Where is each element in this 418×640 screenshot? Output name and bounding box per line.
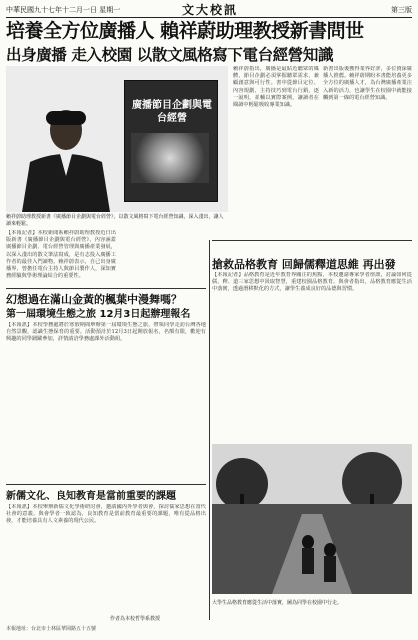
column-divider <box>209 240 210 620</box>
book-cover-art <box>131 133 209 183</box>
book-title: 廣播節目企劃與電台經營 <box>132 100 212 124</box>
article4-title: 搶救品格教育 回歸儒釋道思維 再出發 <box>212 258 396 271</box>
article3-title: 新儒文化、良知教育是當前重要的課題 <box>6 491 176 502</box>
masthead-title: 文大校訊 <box>182 3 239 17</box>
divider <box>212 240 412 241</box>
book-cover <box>124 80 218 202</box>
article2-title: 幻想過在滿山金黃的楓葉中漫舞嗎？ <box>6 293 182 306</box>
masthead <box>6 3 412 18</box>
divider <box>6 288 206 289</box>
article2-body: 【本報訊】本校學務處將於寒假期間舉辦第一屆環境生態之旅，帶領同學走訪台灣各地自然景觀，認識生態保育的重要。活動預計於12月3日起開放報名，名額有限，歡迎有興趣的同學踴躍參加，詳情請洽學務處課外活動組。 <box>6 322 206 343</box>
masthead-edition: 第三版 <box>391 6 412 14</box>
article1-col2: 賴祥蔚指出，廣播是最貼近聽眾的媒體，節目企劃必須掌握聽眾需求，兼顧創意與可行性。書中從節目定位、內容規劃、主持技巧到電台行銷，逐一說明，並輔以實際案例，讓讀者在閱讀中輕鬆吸收專業知識。 <box>233 66 319 109</box>
article3-author: 作者為本校哲學系教授 <box>110 616 161 622</box>
article4-body: 【本報記者】品格教育是近年教育界關注的焦點，本校邀請專家學者座談，討論如何從儒、釋、道三家思想中汲取智慧，重建校園品格教育。與會者指出，品格教育應從生活中落實，透過潛移默化的方式，讓學生養成良好的品德與習慣。 <box>212 272 412 293</box>
main-headline: 培養全方位廣播人 賴祥蔚助理教授新書問世 <box>6 20 364 42</box>
photo-caption: 賴祥蔚助理教授新書《廣播節目企劃與電台經營》，以散文風格寫下電台經營知識，深入淺出，讓人讀來輕鬆。 <box>6 214 224 227</box>
person-silhouette <box>16 106 116 212</box>
divider <box>6 484 206 485</box>
footer: 本報地址：台北市士林區華岡路五十五號 <box>6 626 97 632</box>
article3-body: 【本報訊】本校舉辦新儒文化學術研討會，邀請國內外學者與會，探討儒家思想在當代社會的意義。與會學者一致認為，良知教育是當前教育最重要的課題，唯有從品格出發，才能培養具有人文素養的現代公民。 <box>6 504 206 525</box>
article1-col1: 【本報記者】本校新聞系賴祥蔚助理教授近日出版新書《廣播節目企劃與電台經營》，內容涵蓋廣播節目企劃、電台經營管理與廣播產業發展，以深入淺出的散文筆法寫成，是有志投入廣播工作者的最佳入門讀物。賴祥蔚表示，自己出身廣播界，曾擔任電台主持人與節目製作人，深知實務經驗與學術理論結合的重要性。 <box>6 230 116 280</box>
campus-photo-caption: 大學生品格教育應從生活中落實，圖為同學在校園中行走。 <box>212 600 343 606</box>
campus-scene <box>212 444 412 594</box>
masthead-date: 中華民國九十七年十二月一日 星期一 <box>6 6 121 14</box>
campus-photo <box>212 444 412 594</box>
article1-col3: 新書出版後獲得業界好評，多位資深廣播人推薦。賴祥蔚期盼本書能培養更多全方位的廣播人才，為台灣廣播產業注入新的活力，也讓學生在校園中就能接觸到第一線的電台經營知識。 <box>323 66 412 101</box>
article2-subtitle: 第一屆環境生態之旅 12月3日起辦理報名 <box>6 309 191 320</box>
main-subheadline: 出身廣播 走入校園 以散文風格寫下電台經營知識 <box>6 46 334 64</box>
author-photo <box>6 66 228 212</box>
